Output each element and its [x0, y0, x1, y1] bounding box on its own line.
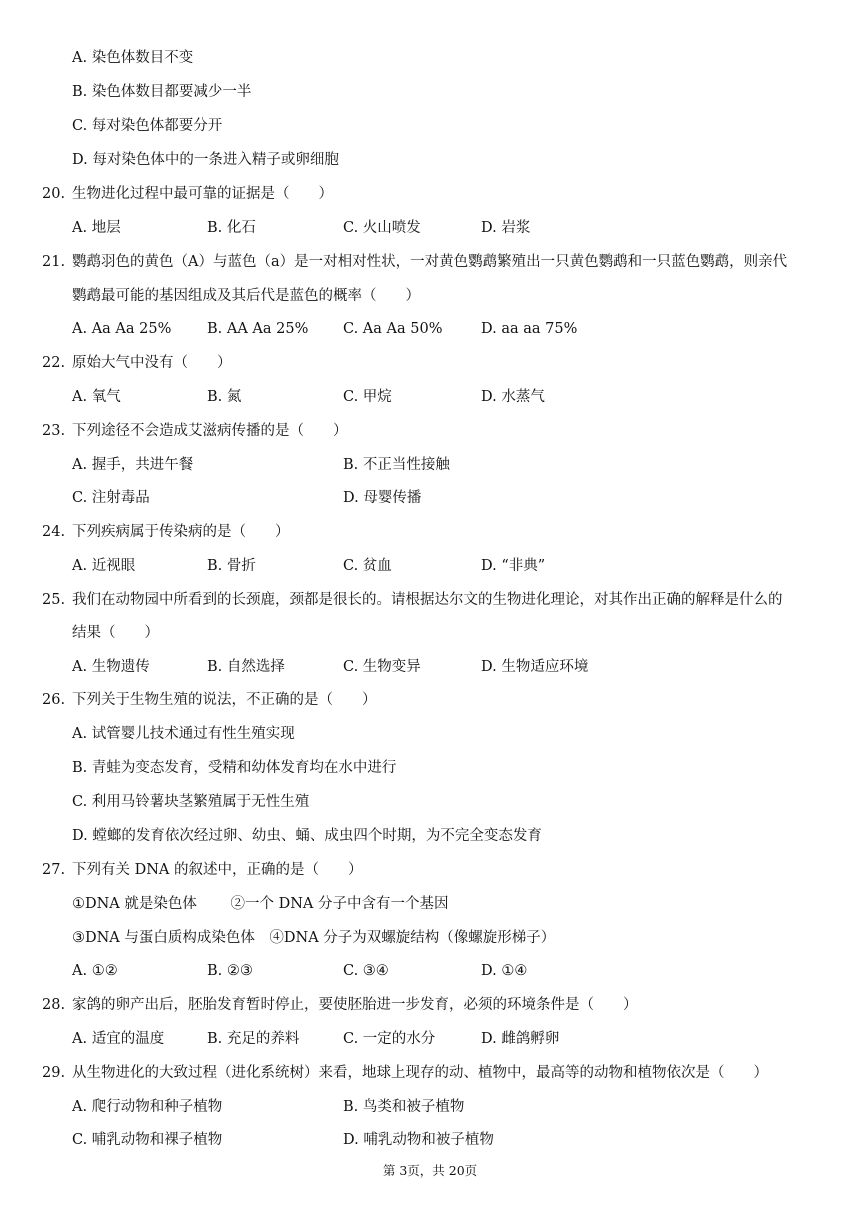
question-number: 20. [42, 186, 66, 202]
answer-option: C. 甲烷 [343, 389, 392, 405]
answer-option: D. “非典” [481, 558, 546, 574]
question-number: 29. [42, 1065, 66, 1081]
answer-option: C. Aa Aa 50% [343, 321, 443, 337]
question-line: B. 青蛙为变态发育，受精和幼体发育均在水中进行 [72, 760, 397, 776]
answer-option: A. 爬行动物和种子植物 [72, 1099, 223, 1115]
question-number: 27. [42, 862, 66, 878]
answer-option: A. Aa Aa 25% [72, 321, 172, 337]
question-line: A. 染色体数目不变 [72, 50, 194, 66]
question-stem: 下列途径不会造成艾滋病传播的是（ ） [72, 423, 348, 439]
question-line: D. 每对染色体中的一条进入精子或卵细胞 [72, 152, 339, 168]
answer-option: D. ①④ [481, 963, 528, 979]
answer-option: D. 哺乳动物和被子植物 [343, 1132, 494, 1148]
question-stem: 下列有关 DNA 的叙述中，正确的是（ ） [72, 862, 363, 878]
answer-option: B. 氮 [207, 389, 242, 405]
question-stem: 生物进化过程中最可靠的证据是（ ） [72, 186, 333, 202]
question-line: 结果（ ） [72, 625, 159, 641]
answer-option: A. 生物遗传 [72, 659, 150, 675]
answer-option: D. 母婴传播 [343, 490, 422, 506]
answer-option: D. 水蒸气 [481, 389, 545, 405]
answer-option: B. ②③ [207, 963, 253, 979]
answer-option: C. 一定的水分 [343, 1031, 436, 1047]
question-number: 23. [42, 423, 66, 439]
answer-option: B. 鸟类和被子植物 [343, 1099, 465, 1115]
question-line: ①DNA 就是染色体 ②一个 DNA 分子中含有一个基因 [72, 896, 449, 912]
question-line: ③DNA 与蛋白质构成染色体 ④DNA 分子为双螺旋结构（像螺旋形梯子） [72, 930, 556, 946]
question-line: A. 试管婴儿技术通过有性生殖实现 [72, 726, 295, 742]
answer-option: C. 哺乳动物和裸子植物 [72, 1132, 223, 1148]
question-line: D. 螳螂的发育依次经过卵、幼虫、蛹、成虫四个时期，为不完全变态发育 [72, 828, 542, 844]
answer-option: B. 不正当性接触 [343, 457, 450, 473]
answer-option: A. 地层 [72, 220, 121, 236]
question-line: 鹦鹉最可能的基因组成及其后代是蓝色的概率（ ） [72, 288, 420, 304]
question-stem: 下列关于生物生殖的说法，不正确的是（ ） [72, 692, 377, 708]
question-number: 28. [42, 997, 66, 1013]
answer-option: B. AA Aa 25% [207, 321, 309, 337]
answer-option: D. 岩浆 [481, 220, 531, 236]
answer-option: C. 火山喷发 [343, 220, 421, 236]
question-number: 25. [42, 592, 66, 608]
answer-option: D. 雌鸽孵卵 [481, 1031, 560, 1047]
question-stem: 从生物进化的大致过程（进化系统树）来看，地球上现存的动、植物中，最高等的动物和植物依次是（ ） [72, 1065, 768, 1081]
question-stem: 原始大气中没有（ ） [72, 355, 232, 371]
question-stem: 下列疾病属于传染病的是（ ） [72, 524, 290, 540]
question-stem: 我们在动物园中所看到的长颈鹿，颈都是很长的。请根据达尔文的生物进化理论，对其作出正确的解释是什么的 [72, 592, 783, 608]
question-number: 21. [42, 254, 66, 270]
answer-option: D. 生物适应环境 [481, 659, 589, 675]
question-stem: 鹦鹉羽色的黄色（A）与蓝色（a）是一对相对性状，一对黄色鹦鹉繁殖出一只黄色鹦鹉和一只蓝色鹦鹉，则亲代 [72, 254, 788, 270]
answer-option: A. 近视眼 [72, 558, 136, 574]
answer-option: B. 骨折 [207, 558, 256, 574]
question-number: 26. [42, 692, 66, 708]
question-line: B. 染色体数目都要减少一半 [72, 84, 252, 100]
answer-option: D. aa aa 75% [481, 321, 578, 337]
answer-option: C. ③④ [343, 963, 389, 979]
answer-option: B. 自然选择 [207, 659, 285, 675]
answer-option: B. 化石 [207, 220, 256, 236]
answer-option: C. 注射毒品 [72, 490, 150, 506]
question-line: C. 每对染色体都要分开 [72, 118, 223, 134]
question-stem: 家鸽的卵产出后，胚胎发育暂时停止，要使胚胎进一步发育，必须的环境条件是（ ） [72, 997, 638, 1013]
answer-option: A. ①② [72, 963, 118, 979]
answer-option: B. 充足的养料 [207, 1031, 300, 1047]
answer-option: A. 氧气 [72, 389, 121, 405]
question-line: C. 利用马铃薯块茎繁殖属于无性生殖 [72, 794, 310, 810]
answer-option: A. 适宜的温度 [72, 1031, 165, 1047]
question-number: 24. [42, 524, 66, 540]
answer-option: C. 贫血 [343, 558, 392, 574]
question-number: 22. [42, 355, 66, 371]
answer-option: A. 握手，共进午餐 [72, 457, 194, 473]
page-footer: 第 3页，共 20页 [382, 1163, 478, 1178]
answer-option: C. 生物变异 [343, 659, 421, 675]
